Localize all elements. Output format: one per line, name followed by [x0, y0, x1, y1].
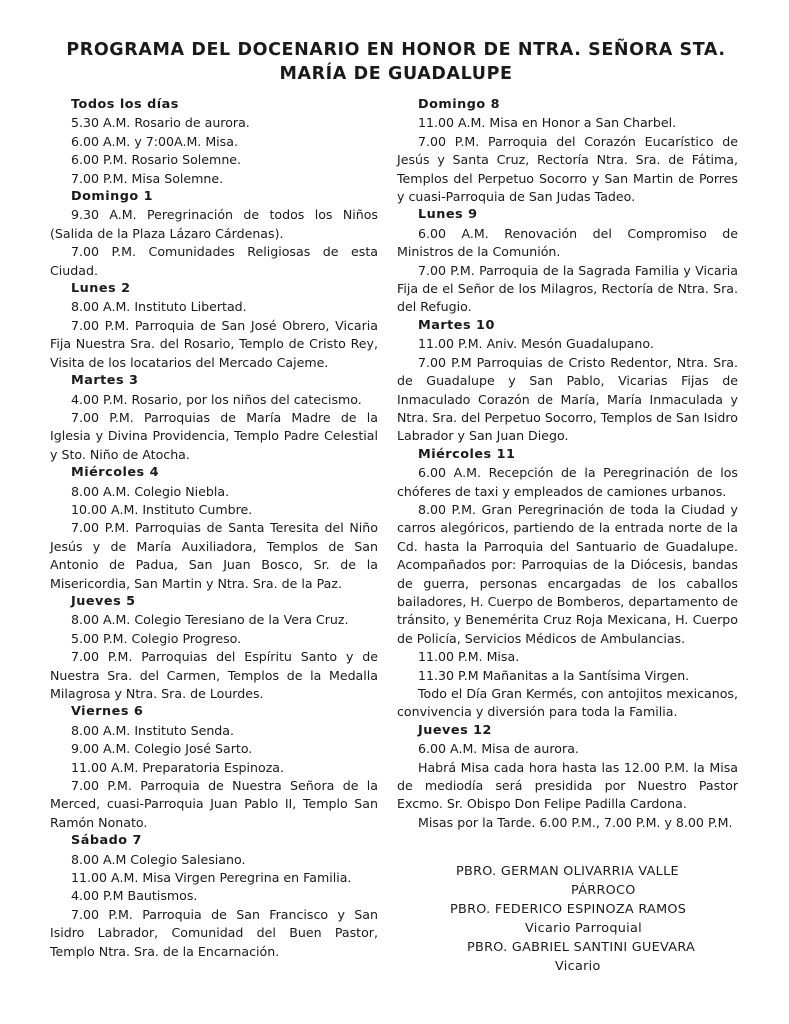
- schedule-item: 10.00 A.M. Instituto Cumbre.: [71, 501, 253, 517]
- schedule-item: Todo el Día Gran Kermés, con antojitos mexicanos, convivencia y diversión para toda la Familia.: [397, 686, 738, 720]
- title-line-2: MARÍA DE GUADALUPE: [279, 64, 513, 84]
- schedule-item: 6.00 P.M. Rosario Solemne.: [71, 152, 242, 168]
- schedule-item: 6.00 A.M. Recepción de la Peregrinación de los chóferes de taxi y empleados de camiones urbanos.: [397, 465, 738, 499]
- day-heading: Lunes 2: [71, 281, 131, 297]
- schedule-item: 8.00 A.M. Instituto Libertad.: [71, 299, 247, 315]
- document-title: [40, 38, 752, 86]
- schedule-item: 7.00 P.M. Misa Solemne.: [71, 170, 224, 186]
- schedule-item: 7.00 P.M. Parroquias del Espíritu Santo y de Nuestra Sra. del Carmen, Templos de la Medalla Milagrosa y Ntra. Sra. de Lourdes.: [50, 649, 378, 701]
- schedule-item: 7.00 P.M. Parroquia de San Francisco y San Isidro Labrador, Comunidad del Buen Pastor, Templo Ntra. Sra. de la Encarnación.: [50, 906, 378, 959]
- schedule-item: 7.00 P.M. Comunidades Religiosas de esta Ciudad.: [50, 244, 378, 278]
- day-heading: Jueves 5: [71, 593, 136, 609]
- schedule-item: 9.30 A.M. Peregrinación de todos los Niños (Salida de la Plaza Lázaro Cárdenas).: [50, 207, 378, 241]
- schedule-item: 8.00 A.M. Instituto Senda.: [71, 722, 235, 738]
- day-heading: Miércoles 4: [71, 465, 160, 481]
- schedule-item: 8.00 A.M. Colegio Niebla.: [71, 483, 230, 499]
- schedule-item: 5.00 P.M. Colegio Progreso.: [71, 630, 242, 646]
- day-heading: Jueves 12: [418, 722, 492, 738]
- schedule-item: 5.30 A.M. Rosario de aurora.: [71, 115, 250, 131]
- signature-name: PBRO. GABRIEL SANTINI GUEVARA: [467, 940, 696, 955]
- right-column: [397, 96, 738, 832]
- signature-role: Vicario Parroquial: [525, 921, 643, 936]
- schedule-item: 4.00 P.M Bautismos.: [71, 888, 198, 904]
- schedule-item: 7.00 P.M. Parroquia de San José Obrero, Vicaria Fija Nuestra Sra. del Rosario, Templo de Cristo Rey, Visita de los locatarios del Mercado Cajeme.: [50, 317, 378, 370]
- signature-role: PÁRROCO: [571, 883, 636, 898]
- signature-name: PBRO. GERMAN OLIVARRIA VALLE: [456, 864, 679, 879]
- schedule-item: 7.00 P.M. Parroquias de Santa Teresita del Niño Jesús y de María Auxiliadora, Templos de San Antonio de Padua, San Juan Bosco, Sr. de la Misericordia, San Martin y Ntra. Sra. de la Paz.: [50, 520, 378, 591]
- schedule-item: Habrá Misa cada hora hasta las 12.00 P.M. la Misa de mediodía será presidida por Nuestro Pastor Excmo. Sr. Obispo Don Felipe Padilla Cardona.: [397, 759, 738, 812]
- day-heading: Domingo 8: [418, 97, 501, 112]
- schedule-item: 11.00 P.M. Aniv. Mesón Guadalupano.: [418, 336, 654, 352]
- schedule-item: 4.00 P.M. Rosario, por los niños del catecismo.: [71, 391, 362, 407]
- schedule-item: 6.00 A.M. y 7:00A.M. Misa.: [71, 133, 238, 149]
- schedule-item: 7.00 P.M. Parroquia del Corazón Eucarístico de Jesús y Santa Cruz, Rectoría Ntra. Sra. de Fátima, Templos del Perpetuo Socorro y San Martin de Porres y cuasi-Parroquia de San Judas Tadeo.: [397, 133, 738, 205]
- schedule-item: 7.00 P.M. Parroquias de María Madre de la Iglesia y Divina Providencia, Templo Padre Celestial y Sto. Niño de Atocha.: [50, 409, 378, 462]
- schedule-item: 8.00 P.M. Gran Peregrinación de toda la Ciudad y carros alegóricos, partiendo de la entrada norte de la Cd. hasta la Parroquia del Santuario de Guadalupe. Acompañados por: Parroquias de la Diócesis, bandas de guerra, personas encargadas de los caballos bailadores, H. Cuerpo de Bomberos, departamento de tránsito, y Benemérita Cruz Roja Mexicana, H. Cuerpo de Policía, Servicios Médicos de Ambulancias.: [397, 501, 738, 646]
- schedule-item: 11.30 P.M Mañanitas a la Santísima Virgen.: [418, 667, 690, 683]
- day-heading: Martes 10: [418, 317, 495, 333]
- signature-name: PBRO. FEDERICO ESPINOZA RAMOS: [450, 902, 687, 917]
- day-heading: Miércoles 11: [418, 446, 516, 462]
- day-heading: Todos los días: [71, 97, 179, 112]
- schedule-item: 7.00 P.M. Parroquia de la Sagrada Familia y Vicaria Fija de el Señor de los Milagros, Rectoría de Ntra. Sra. del Refugio.: [397, 262, 738, 315]
- left-column: [50, 96, 378, 961]
- schedule-item: 6.00 A.M. Misa de aurora.: [418, 741, 579, 757]
- schedule-item: 7.00 P.M. Parroquia de Nuestra Señora de la Merced, cuasi-Parroquia Juan Pablo II, Templo San Ramón Nonato.: [50, 778, 378, 830]
- title-line-1: PROGRAMA DEL DOCENARIO EN HONOR DE NTRA. SEÑORA STA.: [66, 40, 726, 60]
- day-heading: Lunes 9: [418, 207, 478, 223]
- day-heading: Sábado 7: [71, 833, 142, 849]
- day-heading: Viernes 6: [71, 704, 144, 720]
- schedule-item: 8.00 A.M Colegio Salesiano.: [71, 851, 246, 867]
- schedule-item: 7.00 P.M Parroquias de Cristo Redentor, Ntra. Sra. de Guadalupe y San Pablo, Vicarias Fijas de Inmaculado Corazón de María, María Inmaculada y Ntra. Sra. del Perpetuo Socorro, Templos de San Isidro Labrador y San Juan Diego.: [397, 354, 738, 444]
- schedule-item: 11.00 A.M. Preparatoria Espinoza.: [71, 759, 285, 775]
- signature-block: [397, 862, 789, 976]
- day-heading: Domingo 1: [71, 189, 154, 205]
- signature-role: Vicario: [555, 959, 601, 974]
- schedule-item: 8.00 A.M. Colegio Teresiano de la Vera Cruz.: [71, 612, 349, 628]
- day-heading: Martes 3: [71, 373, 139, 389]
- schedule-item: 11.00 A.M. Misa Virgen Peregrina en Familia.: [71, 870, 352, 886]
- schedule-item: Misas por la Tarde. 6.00 P.M., 7.00 P.M. y 8.00 P.M.: [418, 814, 733, 830]
- schedule-item: 11.00 A.M. Misa en Honor a San Charbel.: [418, 115, 677, 131]
- schedule-item: 6.00 A.M. Renovación del Compromiso de Ministros de la Comunión.: [397, 225, 738, 260]
- schedule-item: 11.00 P.M. Misa.: [418, 649, 520, 665]
- schedule-item: 9.00 A.M. Colegio José Sarto.: [71, 741, 253, 757]
